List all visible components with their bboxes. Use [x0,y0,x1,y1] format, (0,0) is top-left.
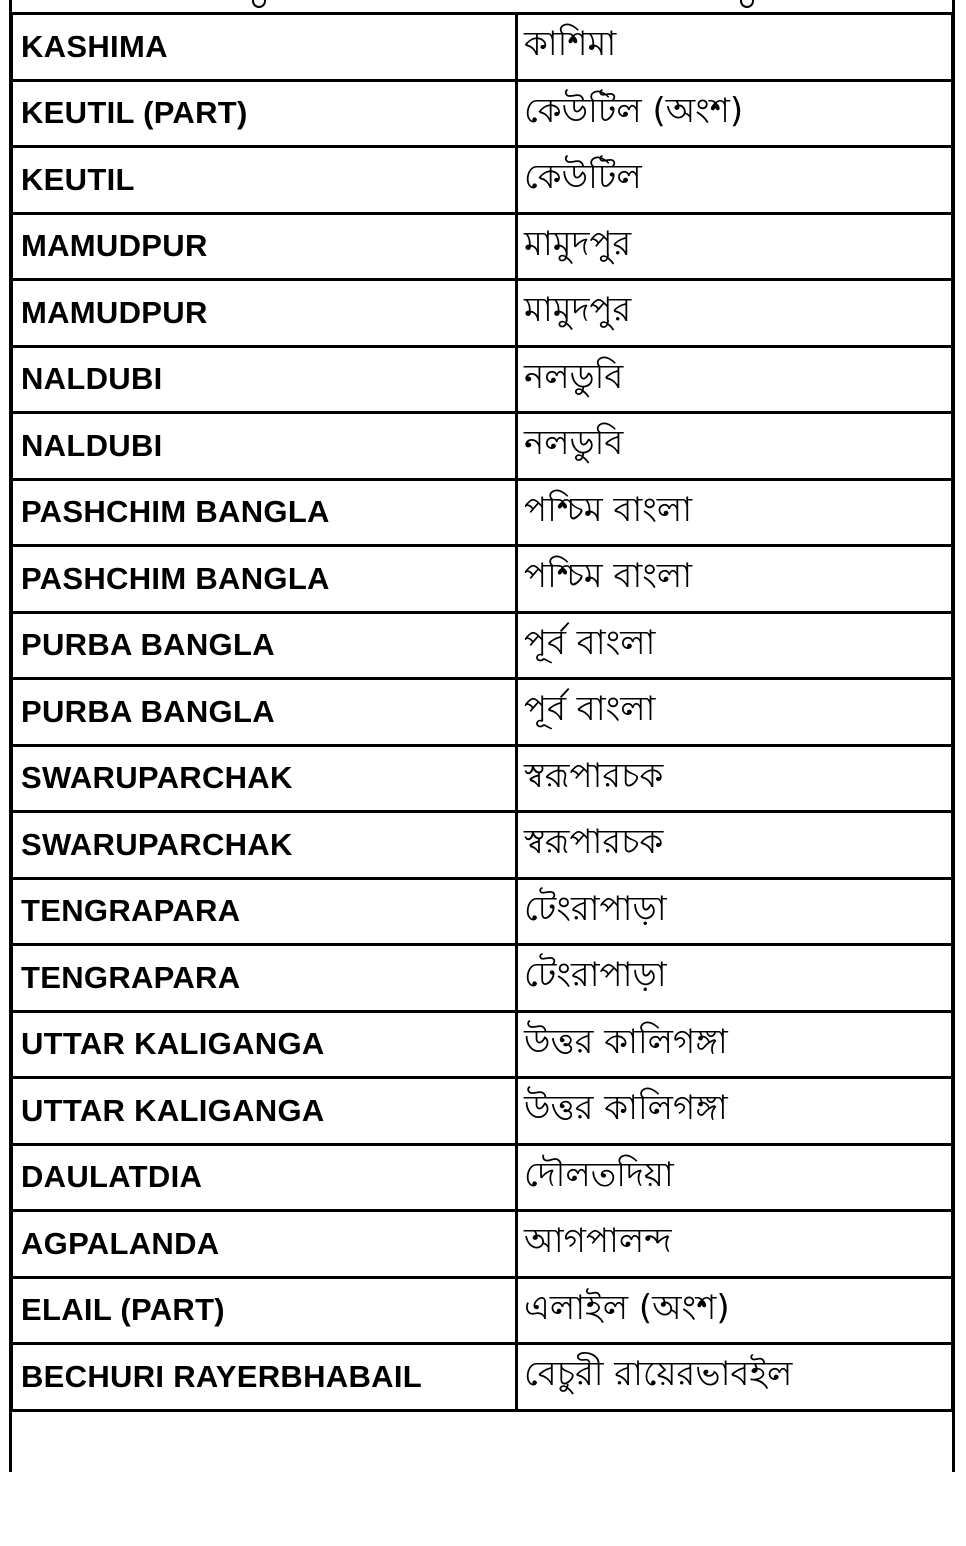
english-name-cell: UTTAR KALIGANGA [12,1011,517,1078]
bengali-name-cell: পশ্চিম বাংলা [517,479,953,546]
english-name-cell: UTTAR KALIGANGA [12,1078,517,1145]
table-row [12,80,953,147]
table-row [12,213,953,280]
english-name-cell: TENGRAPARA [12,878,517,945]
table-row [12,147,953,214]
table-body [12,14,953,1411]
bengali-name-cell: কেউটিল [517,147,953,214]
english-name-cell: BECHURI RAYERBHABAIL [12,1344,517,1411]
table-row [12,1211,953,1278]
english-name-cell: KASHIMA [12,14,517,81]
bengali-name-cell: উত্তর কালিগঙ্গা [517,1078,953,1145]
bengali-name-cell: টেংরাপাড়া [517,878,953,945]
table-row [12,479,953,546]
table-row [12,1144,953,1211]
bengali-name-cell: বেচুরী রায়েরভাবইল [517,1344,953,1411]
bengali-name-cell: নলডুবি [517,346,953,413]
bengali-name-cell: এলাইল (অংশ) [517,1277,953,1344]
english-name-cell: KEUTIL (PART) [12,80,517,147]
bengali-name-cell: পূর্ব বাংলা [517,679,953,746]
english-name-cell: MAMUDPUR [12,280,517,347]
english-name-cell: PASHCHIM BANGLA [12,479,517,546]
bengali-name-cell: নলডুবি [517,413,953,480]
bengali-name-cell: মামুদপুর [517,213,953,280]
table-row [12,945,953,1012]
bengali-name-cell: পশ্চিম বাংলা [517,546,953,613]
cut-off-glyph [740,0,754,8]
table-row [12,878,953,945]
table-row [12,280,953,347]
english-name-cell: TENGRAPARA [12,945,517,1012]
bengali-name-cell: মামুদপুর [517,280,953,347]
table-row [12,1011,953,1078]
bengali-name-cell: কাশিমা [517,14,953,81]
table-row [12,346,953,413]
english-name-cell: SWARUPARCHAK [12,745,517,812]
english-name-cell: PURBA BANGLA [12,612,517,679]
table-row [12,745,953,812]
english-name-cell: MAMUDPUR [12,213,517,280]
table-row [12,812,953,879]
table-row [12,612,953,679]
english-name-cell: NALDUBI [12,346,517,413]
english-name-cell: AGPALANDA [12,1211,517,1278]
table-row [12,14,953,81]
bengali-name-cell: আগপালন্দ [517,1211,953,1278]
english-name-cell: NALDUBI [12,413,517,480]
bengali-name-cell: দৌলতদিয়া [517,1144,953,1211]
english-name-cell: SWARUPARCHAK [12,812,517,879]
bengali-name-cell: কেউটিল (অংশ) [517,80,953,147]
english-name-cell: PASHCHIM BANGLA [12,546,517,613]
bengali-name-cell: পূর্ব বাংলা [517,612,953,679]
table-row [12,546,953,613]
table-row [12,679,953,746]
table-row [12,1078,953,1145]
bengali-name-cell: টেংরাপাড়া [517,945,953,1012]
english-name-cell: PURBA BANGLA [12,679,517,746]
english-name-cell: KEUTIL [12,147,517,214]
bengali-name-cell: স্বরূপারচক [517,812,953,879]
cut-off-glyph [252,0,266,8]
table-row [12,1344,953,1411]
table-row [12,1277,953,1344]
bengali-name-cell: স্বরূপারচক [517,745,953,812]
table-row [12,413,953,480]
english-name-cell: DAULATDIA [12,1144,517,1211]
village-name-table [10,12,954,1412]
english-name-cell: ELAIL (PART) [12,1277,517,1344]
bengali-name-cell: উত্তর কালিগঙ্গা [517,1011,953,1078]
